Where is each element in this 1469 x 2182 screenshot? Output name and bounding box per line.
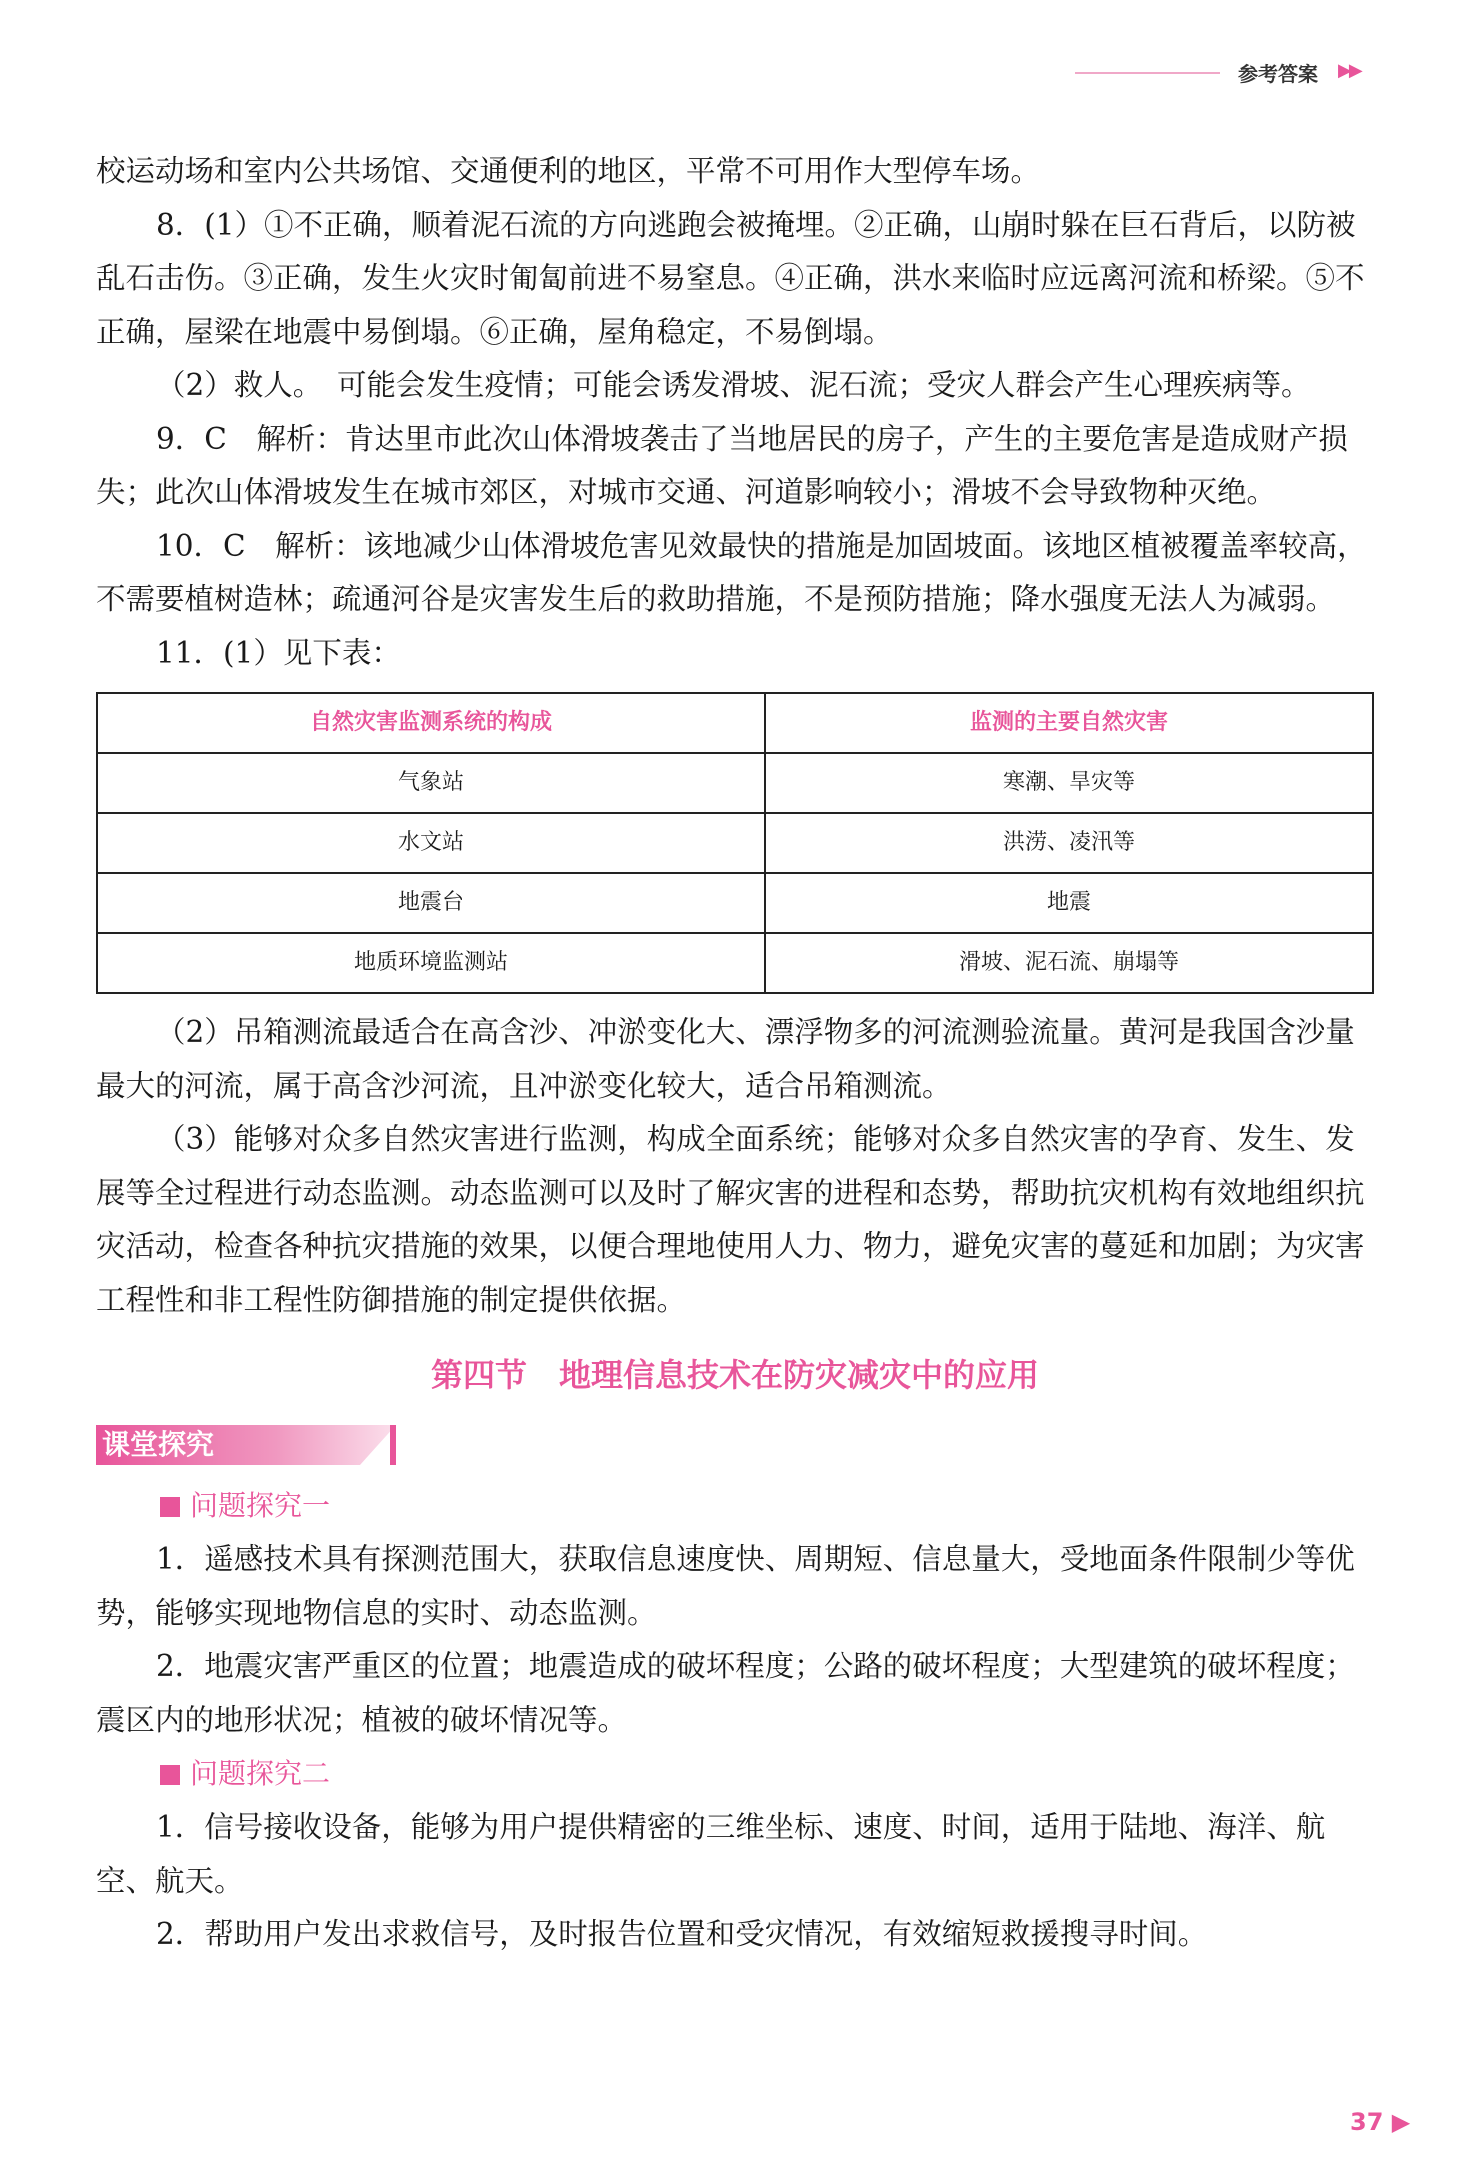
answer-8-2: （2）救人。 可能会发生疫情；可能会诱发滑坡、泥石流；受灾人群会产生心理疾病等。 <box>156 368 1311 402</box>
table-row <box>97 753 1373 813</box>
subheading-explore-2 <box>96 1747 1374 1801</box>
answer-11-3: （3）能够对众多自然灾害进行监测，构成全面系统；能够对众多自然灾害的孕育、发生、发展等全过程进行动态监测。动态监测可以及时了解灾害的进程和态势，帮助抗灾机构有效地组织抗灾活动，检查各种抗灾措施的效果，以便合理地使用人力、物力，避免灾害的蔓延和加剧；为灾害工程性和非工程性防御措施的制定提供依据。 <box>96 1122 1365 1317</box>
table-cell: 气象站 <box>97 753 765 813</box>
answer-10: 10．C 解析：该地减少山体滑坡危害见效最快的措施是加固坡面。该地区植被覆盖率较高，不需要植树造林；疏通河谷是灾害发生后的救助措施，不是预防措施；降水强度无法人为减弱。 <box>96 528 1367 616</box>
square-bullet-icon <box>160 1765 180 1785</box>
subheading-label: 问题探究一 <box>190 1489 331 1522</box>
explore-1-item: 2．地震灾害严重区的位置；地震造成的破坏程度；公路的破坏程度；大型建筑的破坏程度；震区内的地形状况；植被的破坏情况等。 <box>96 1649 1355 1737</box>
table-cell: 地震 <box>765 873 1373 933</box>
explore-2-item: 2．帮助用户发出求救信号，及时报告位置和受灾情况，有效缩短救援搜寻时间。 <box>156 1917 1208 1951</box>
table-header-cell: 监测的主要自然灾害 <box>765 693 1373 753</box>
table-header-cell: 自然灾害监测系统的构成 <box>97 693 765 753</box>
table-row <box>97 933 1373 993</box>
table-cell: 水文站 <box>97 813 765 873</box>
explore-2-item: 1．信号接收设备，能够为用户提供精密的三维坐标、速度、时间，适用于陆地、海洋、航空、航天。 <box>96 1810 1326 1898</box>
page-content <box>96 145 1374 1962</box>
table-row <box>97 813 1373 873</box>
banner-bar <box>390 1425 396 1465</box>
paragraph: 校运动场和室内公共场馆、交通便利的地区，平常不可用作大型停车场。 <box>96 154 1041 188</box>
section-banner <box>96 1417 1374 1475</box>
answer-11-1: 11．(1）见下表： <box>156 635 401 670</box>
subheading-explore-1 <box>96 1479 1374 1533</box>
square-bullet-icon <box>160 1497 180 1517</box>
header-rule <box>1075 72 1220 74</box>
subheading-label: 问题探究二 <box>190 1757 331 1790</box>
explore-1-item: 1．遥感技术具有探测范围大，获取信息速度快、周期短、信息量大，受地面条件限制少等优势，能够实现地物信息的实时、动态监测。 <box>96 1542 1355 1630</box>
table-cell: 滑坡、泥石流、崩塌等 <box>765 933 1373 993</box>
table-header-row <box>97 693 1373 753</box>
running-header: 参考答案 <box>1238 62 1318 86</box>
header-arrows-icon: ▶▶ <box>1338 60 1360 81</box>
table-cell: 地震台 <box>97 873 765 933</box>
monitoring-table <box>96 692 1374 994</box>
table-cell: 寒潮、旱灾等 <box>765 753 1373 813</box>
banner-label: 课堂探究 <box>102 1428 215 1461</box>
table-row <box>97 873 1373 933</box>
answer-9: 9．C 解析：肯达里市此次山体滑坡袭击了当地居民的房子，产生的主要危害是造成财产损失；此次山体滑坡发生在城市郊区，对城市交通、河道影响较小；滑坡不会导致物种灭绝。 <box>96 421 1348 509</box>
answer-11-2: （2）吊箱测流最适合在高含沙、冲淤变化大、漂浮物多的河流测验流量。黄河是我国含沙量最大的河流，属于高含沙河流，且冲淤变化较大，适合吊箱测流。 <box>96 1015 1355 1103</box>
section-title: 第四节 地理信息技术在防灾减灾中的应用 <box>430 1356 1039 1394</box>
answer-8-1: 8．(1）①不正确，顺着泥石流的方向逃跑会被掩埋。②正确，山崩时躲在巨石背后，以防被乱石击伤。③正确，发生火灾时匍匐前进不易窒息。④正确，洪水来临时应远离河流和桥梁。⑤不正确，屋梁在地震中易倒塌。⑥正确，屋角稳定，不易倒塌。 <box>96 207 1365 349</box>
page-number: 37 ▶ <box>1350 2108 1411 2136</box>
table-cell: 地质环境监测站 <box>97 933 765 993</box>
table-cell: 洪涝、凌汛等 <box>765 813 1373 873</box>
